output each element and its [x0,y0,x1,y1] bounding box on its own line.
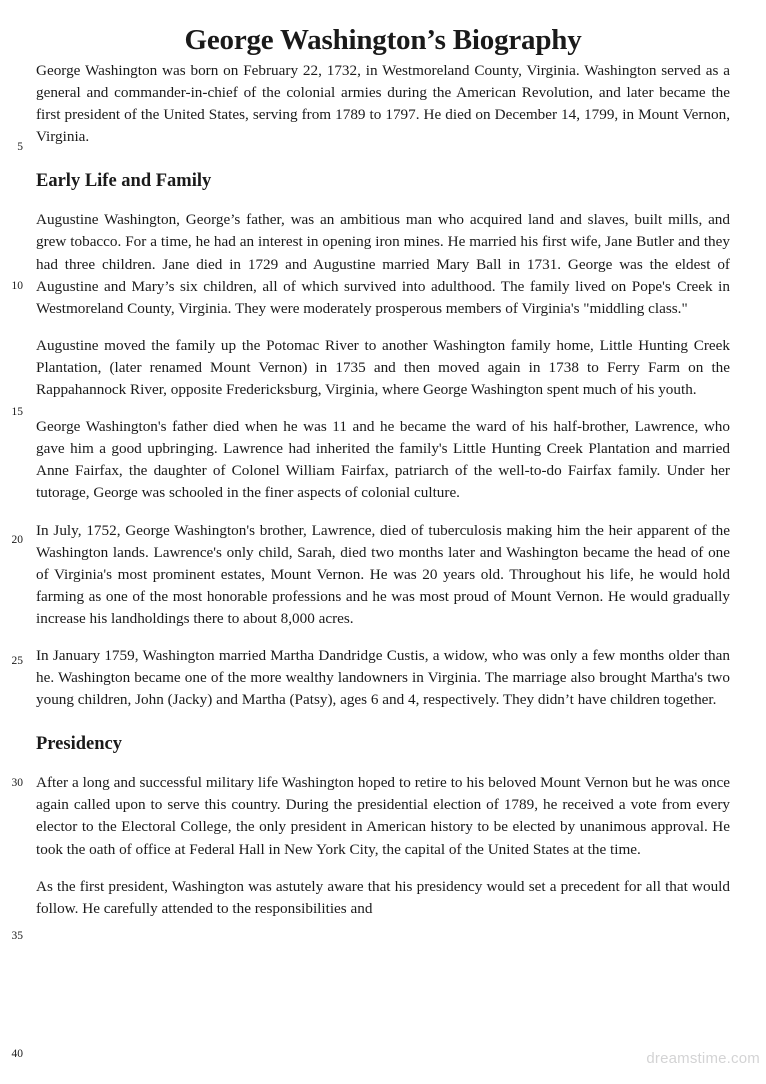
line-number: 15 [11,406,23,418]
line-number: 40 [11,1048,23,1060]
paragraph-lawrence-died: In July, 1752, George Washington's brother, Lawrence, died of tuberculosis making him the heir apparent of the Washington lands. Lawrence's only child, Sarah, died two months later and Washington became the head of one of Virginia's most prominent estates, Mount Vernon. He was 20 years old. Throughout his life, he would hold farming as one of the most honorable professions and he was most proud of Mount Vernon. He would gradually increase his landholdings there to about 8,000 acres. [36,521,730,627]
line-number: 10 [11,280,23,292]
paragraph-marriage: In January 1759, Washington married Martha Dandridge Custis, a widow, who was only a few months older than he. Washington became one of the more wealthy landowners in Virginia. The marriage also brought Martha's two young children, John (Jacky) and Martha (Patsy), ages 6 and 4, respectively. They didn’t have children together. [36,646,730,709]
spacer [36,320,730,335]
line-number: 5 [17,141,23,153]
paragraph-precedent: As the first president, Washington was astutely aware that his presidency would set a precedent for all that would follow. He carefully attended to the responsibilities and [36,877,730,917]
paragraph-potomac-move: Augustine moved the family up the Potomac River to another Washington family home, Little Hunting Creek Plantation, (later renamed Mount Vernon) in 1735 and then moved again in 1738 to Ferry Farm on the Rappahannock River, opposite Fredericksburg, Virginia, where George Washington spent much of his youth. [36,336,730,399]
content-root [36,60,730,920]
spacer [36,505,730,520]
spacer [36,755,730,772]
section-heading-early-life: Early Life and Family [36,171,212,192]
spacer [36,148,730,170]
document-body [0,60,766,920]
line-number: 25 [11,655,23,667]
line-number: 20 [11,534,23,546]
paragraph-intro: George Washington was born on February 22, 1732, in Westmoreland County, Virginia. Washington served as a general and commander-in-chief of the colonial armies during the American Revolution, and later became the first president of the United States, serving from 1789 to 1797. He died on December 14, 1799, in Mount Vernon, Virginia. [36,62,730,146]
section-heading-presidency: Presidency [36,734,122,755]
line-number: 30 [11,777,23,789]
paragraph-retire-hopes: After a long and successful military life Washington hoped to retire to his beloved Mount Vernon but he was once again called upon to serve this country. During the presidential election of 1789, he received a vote from every elector to the Electoral College, the only president in American history to be elected by unanimous approval. He took the oath of office at Federal Hall in New York City, the capital of the United States at the time. [36,774,730,858]
page-title: George Washington’s Biography [184,24,582,56]
paragraph-father-died: George Washington's father died when he was 11 and he became the ward of his half-brother, Lawrence, who gave him a good upbringing. Lawrence had inherited the family's Little Hunting Creek Plantation and married Anne Fairfax, the daughter of Colonel William Fairfax, patriarch of the well-to-do Fairfax family. Under her tutorage, George was schooled in the finer aspects of colonial culture. [36,418,730,502]
spacer [36,401,730,416]
spacer [36,192,730,209]
spacer [36,861,730,876]
watermark: dreamstime.com [646,1050,760,1067]
line-number: 35 [11,930,23,942]
spacer [36,630,730,645]
paragraph-augustine-father: Augustine Washington, George’s father, was an ambitious man who acquired land and slaves, built mills, and grew tobacco. For a time, he had an interest in opening iron mines. He married his first wife, Jane Butler and they had three children. Jane died in 1729 and Augustine married Mary Ball in 1731. George was the eldest of Augustine and Mary’s six children, all of which survived into adulthood. The family lived on Pope's Creek in Westmoreland County, Virginia. They were moderately prosperous members of Virginia's "middling class." [36,211,730,317]
spacer [36,711,730,733]
